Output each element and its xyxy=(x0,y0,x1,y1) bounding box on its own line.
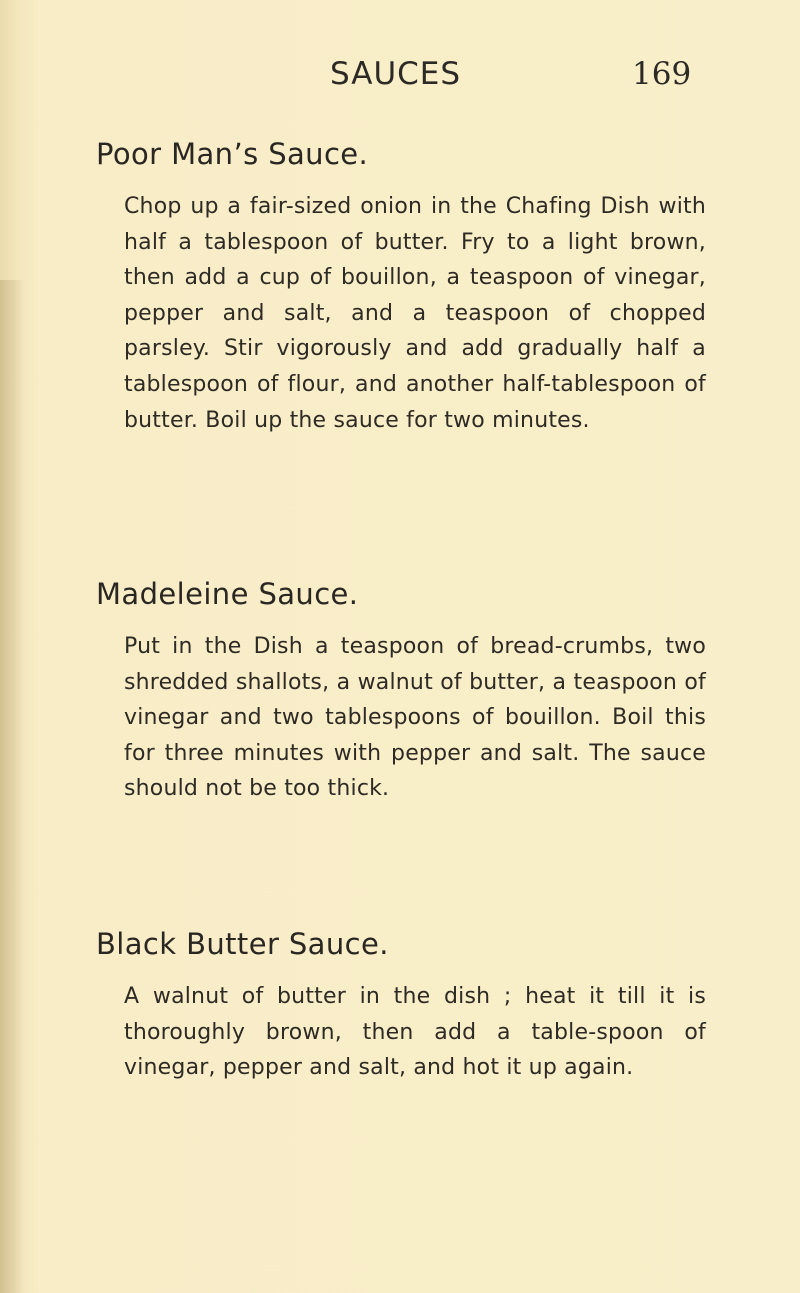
recipe-text: Chop up a fair-sized onion in the Chafing Dish with half a tablespoon of butter. Fry to a light brown, then add a cup of bouillon, a teaspoon of vinegar, pepper and salt, and a teaspoon of chopped parsley. Stir vigorously and add gradually half a tablespoon of flour, and another half-tablespoon of butter. Boil up the sauce for two minutes. xyxy=(124,194,706,433)
running-header xyxy=(0,56,800,106)
page-number: 169 xyxy=(632,56,692,92)
running-title: SAUCES xyxy=(330,56,462,92)
recipe-black-butter-sauce xyxy=(96,927,706,1086)
recipe-title: Poor Man’s Sauce. xyxy=(96,137,369,171)
recipe-poor-mans-sauce xyxy=(96,137,706,438)
recipe-madeleine-sauce xyxy=(96,577,706,807)
recipe-title: Black Butter Sauce. xyxy=(96,927,389,961)
page-gutter-shadow xyxy=(0,280,26,1293)
recipe-title: Madeleine Sauce. xyxy=(96,577,359,611)
recipe-text: A walnut of butter in the dish ; heat it till it is thoroughly brown, then add a table-spoon of vinegar, pepper and salt, and hot it up again. xyxy=(124,984,706,1081)
recipe-text: Put in the Dish a teaspoon of bread-crumbs, two shredded shallots, a walnut of butter, a teaspoon of vinegar and two tablespoons of bouillon. Boil this for three minutes with pepper and salt. The sauce should not be too thick. xyxy=(124,634,706,802)
